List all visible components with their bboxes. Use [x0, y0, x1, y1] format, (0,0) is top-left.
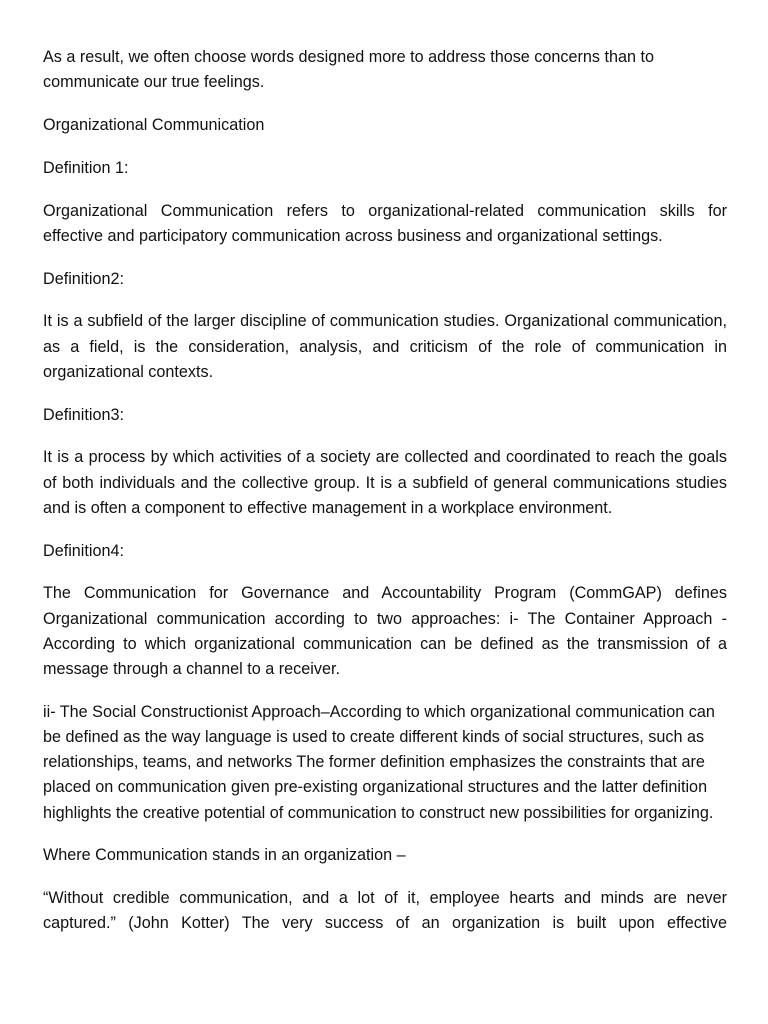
label-definition-4: Definition4:: [43, 541, 124, 560]
heading-where-communication-stands: Where Communication stands in an organization –: [43, 846, 406, 865]
document-page: [43, 45, 727, 954]
label-definition-1: Definition 1:: [43, 158, 129, 177]
label-definition-3: Definition3:: [43, 405, 124, 424]
paragraph-definition-3: It is a process by which activities of a society are collected and coordinated to reach the goals of both individuals and the collective group. It is a subfield of general communications studies and is often a component to effective management in a workplace environment.: [43, 448, 727, 517]
paragraph-definition-2: It is a subfield of the larger discipline of communication studies. Organizational communication, as a field, is the consideration, analysis, and criticism of the role of communication in organizational contexts.: [43, 312, 727, 381]
paragraph-social-constructionist: ii- The Social Constructionist Approach–According to which organizational communication can be defined as the way language is used to create different kinds of social structures, such as relationships, teams, and networks The former definition emphasizes the constraints that are placed on communication given pre-existing organizational structures and the latter definition highlights the creative potential of communication to construct new possibilities for organizing.: [43, 702, 715, 822]
paragraph-definition-1: Organizational Communication refers to organizational-related communication skills for effective and participatory communication across business and organizational settings.: [43, 201, 727, 245]
label-definition-2: Definition2:: [43, 269, 124, 288]
paragraph-kotter-quote: “Without credible communication, and a lot of it, employee hearts and minds are never captured.” (John Kotter) The very success of an organization is built upon effective: [43, 889, 727, 933]
paragraph-definition-4: The Communication for Governance and Accountability Program (CommGAP) defines Organizational communication according to two approaches: i- The Container Approach - According to which organizational communication can be defined as the transmission of a message through a channel to a receiver.: [43, 584, 727, 678]
heading-organizational-communication: Organizational Communication: [43, 116, 265, 134]
paragraph-intro: As a result, we often choose words designed more to address those concerns than to communicate our true feelings.: [43, 48, 654, 92]
